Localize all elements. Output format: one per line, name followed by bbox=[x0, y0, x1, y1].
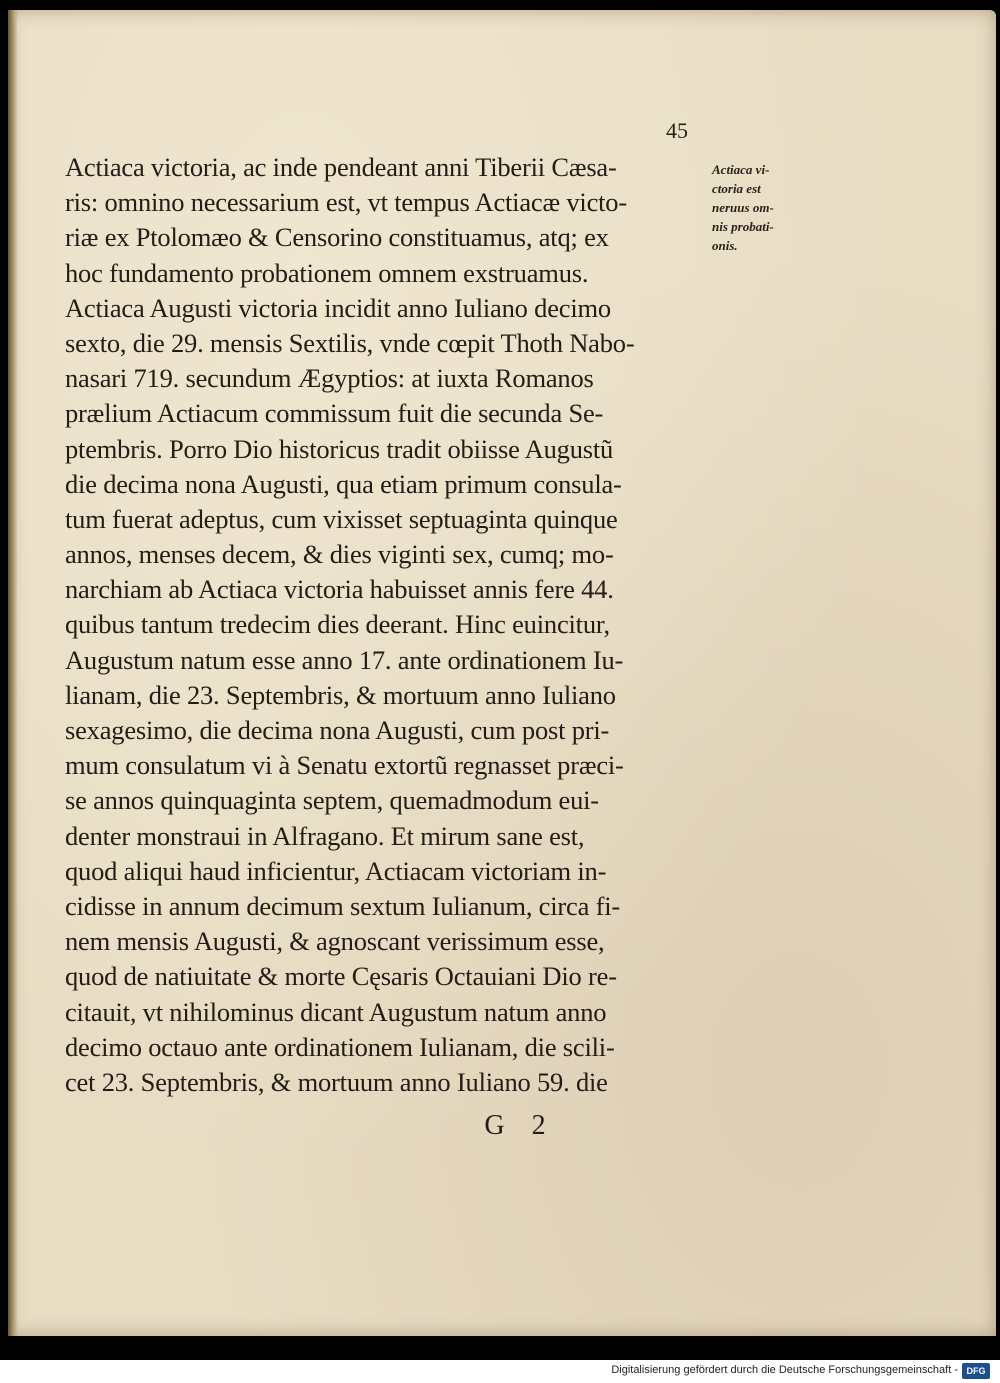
text-line: Augustum natum esse anno 17. ante ordinationem Iu- bbox=[65, 644, 624, 675]
text-line: narchiam ab Actiaca victoria habuisset annis fere 44. bbox=[65, 574, 614, 605]
text-line: citauit, vt nihilominus dicant Augustum natum anno bbox=[65, 996, 607, 1027]
text-line: se annos quinquaginta septem, quemadmodum eui- bbox=[65, 785, 599, 816]
text-line: riæ ex Ptolomæo & Censorino constituamus, atq; ex bbox=[65, 222, 609, 253]
marginal-note-line: Actiaca vi- bbox=[712, 162, 770, 177]
text-line: quod aliqui haud inficientur, Actiacam victoriam in- bbox=[65, 855, 607, 886]
text-line: cidisse in annum decimum sextum Iulianum, circa fi- bbox=[65, 890, 620, 921]
marginal-note-line: neruus om- bbox=[712, 200, 774, 215]
text-line: ris: omnino necessarium est, vt tempus Actiacæ victo- bbox=[65, 187, 627, 218]
text-line: annos, menses decem, & dies viginti sex, cumq; mo- bbox=[65, 539, 614, 570]
text-line: quibus tantum tredecim dies deerant. Hinc euincitur, bbox=[65, 609, 610, 640]
text-line: prælium Actiacum commissum fuit die secunda Se- bbox=[65, 398, 604, 429]
text-line: cet 23. Septembris, & mortuum anno Iuliano 59. die bbox=[65, 1066, 608, 1097]
text-line: denter monstraui in Alfragano. Et mirum sane est, bbox=[65, 820, 585, 851]
body-text bbox=[65, 150, 705, 1100]
text-line: ptembris. Porro Dio historicus tradit obiisse Augustũ bbox=[65, 433, 614, 464]
text-line: decimo octauo ante ordinationem Iulianam, die scili- bbox=[65, 1031, 615, 1062]
text-line: tum fuerat adeptus, cum vixisset septuaginta quinque bbox=[65, 503, 618, 534]
marginal-note-line: ctoria est bbox=[712, 181, 761, 196]
marginal-note bbox=[712, 160, 812, 255]
text-line: lianam, die 23. Septembris, & mortuum anno Iuliano bbox=[65, 679, 616, 710]
text-line: Actiaca victoria, ac inde pendeant anni Tiberii Cæsa- bbox=[65, 152, 617, 182]
signature-mark: G 2 bbox=[484, 1110, 556, 1141]
marginal-note-line: nis probati- bbox=[712, 219, 774, 234]
text-line: nem mensis Augusti, & agnoscant verissimum esse, bbox=[65, 926, 605, 957]
footer-text: Digitalisierung gefördert durch die Deutsche Forschungsgemeinschaft - bbox=[611, 1364, 958, 1376]
funding-footer bbox=[0, 1360, 1000, 1383]
text-line: die decima nona Augusti, qua etiam primum consula- bbox=[65, 468, 622, 499]
text-line: sexto, die 29. mensis Sextilis, vnde cœpit Thoth Nabo- bbox=[65, 327, 635, 358]
text-line: hoc fundamento probationem omnem exstruamus. bbox=[65, 257, 589, 288]
text-line: mum consulatum vi à Senatu extortũ regnasset præci- bbox=[65, 750, 624, 781]
marginal-note-line: onis. bbox=[712, 238, 738, 253]
page-number: 45 bbox=[666, 118, 688, 143]
text-line: Actiaca Augusti victoria incidit anno Iuliano decimo bbox=[65, 292, 611, 323]
dfg-logo: DFG bbox=[962, 1363, 990, 1379]
text-line: sexagesimo, die decima nona Augusti, cum post pri- bbox=[65, 715, 610, 745]
page-gutter bbox=[8, 10, 18, 1336]
text-line: nasari 719. secundum Ægyptios: at iuxta Romanos bbox=[65, 363, 594, 394]
text-line: quod de natiuitate & morte Cęsaris Octauiani Dio re- bbox=[65, 961, 617, 992]
